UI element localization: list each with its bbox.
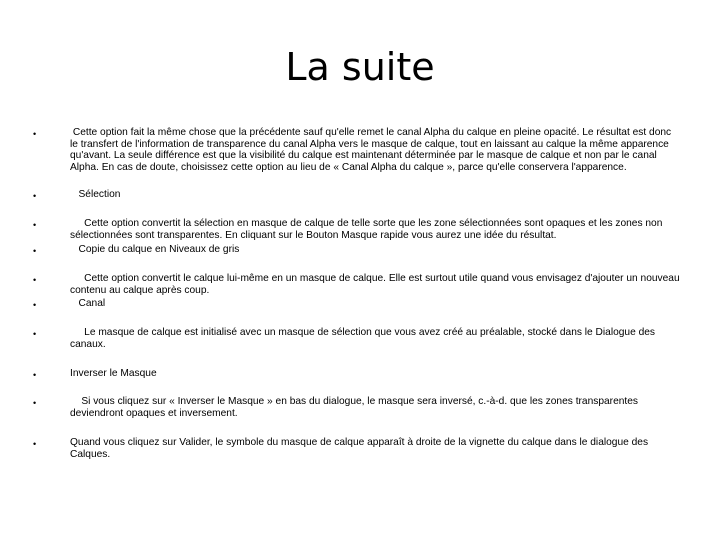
bullet-icon: • [33,220,37,230]
list-item: Copie du calque en Niveaux de gris [70,244,240,255]
bullet-icon: • [33,439,37,449]
bullet-icon: • [33,329,37,339]
bullet-icon: • [33,246,37,256]
bullet-icon: • [33,398,37,408]
bullet-icon: • [33,275,37,285]
list-item: Quand vous cliquez sur Valider, le symbole du masque de calque apparaît à droite de la vignette du calque dans le dialogue des Calques. [70,437,651,460]
list-item: Si vous cliquez sur « Inverser le Masque » en bas du dialogue, le masque sera inversé, c.-à-d. que les zones transparentes deviendront opaques et inversement. [70,396,641,419]
list-item: Inverser le Masque [70,368,157,379]
bullet-icon: • [33,191,37,201]
slide-title: La suite [285,45,435,89]
list-item: Canal [70,298,106,309]
bullet-icon: • [33,300,37,310]
list-item: Cette option convertit le calque lui-même en un masque de calque. Elle est surtout utile quand vous envisagez d'ajouter un nouveau contenu au calque après coup. [70,273,683,296]
bullet-icon: • [33,129,37,139]
list-item: Cette option fait la même chose que la précédente sauf qu'elle remet le canal Alpha du calque en pleine opacité. Le résultat est donc le transfert de l'information de transparence du canal Alpha vers le masque de calque, tout en laissant au calque la même apparence qu'avant. La seule différence est que la visibilité du calque est maintenant déterminée par le masque de calque et non par le canal Alpha. En cas de doute, choisissez cette option au lieu de « Canal Alpha du calque », parce qu'elle conservera l'apparence. [70,127,674,173]
list-item: Sélection [70,189,121,200]
bullet-icon: • [33,370,37,380]
list-item: Le masque de calque est initialisé avec un masque de sélection que vous avez créé au préalable, stocké dans le Dialogue des canaux. [70,327,658,350]
list-item: Cette option convertit la sélection en masque de calque de telle sorte que les zone sélectionnées sont opaques et les zones non sélectionnées sont transparentes. En cliquant sur le Bouton Masque rapide vous aurez une idée du résultat. [70,218,666,241]
